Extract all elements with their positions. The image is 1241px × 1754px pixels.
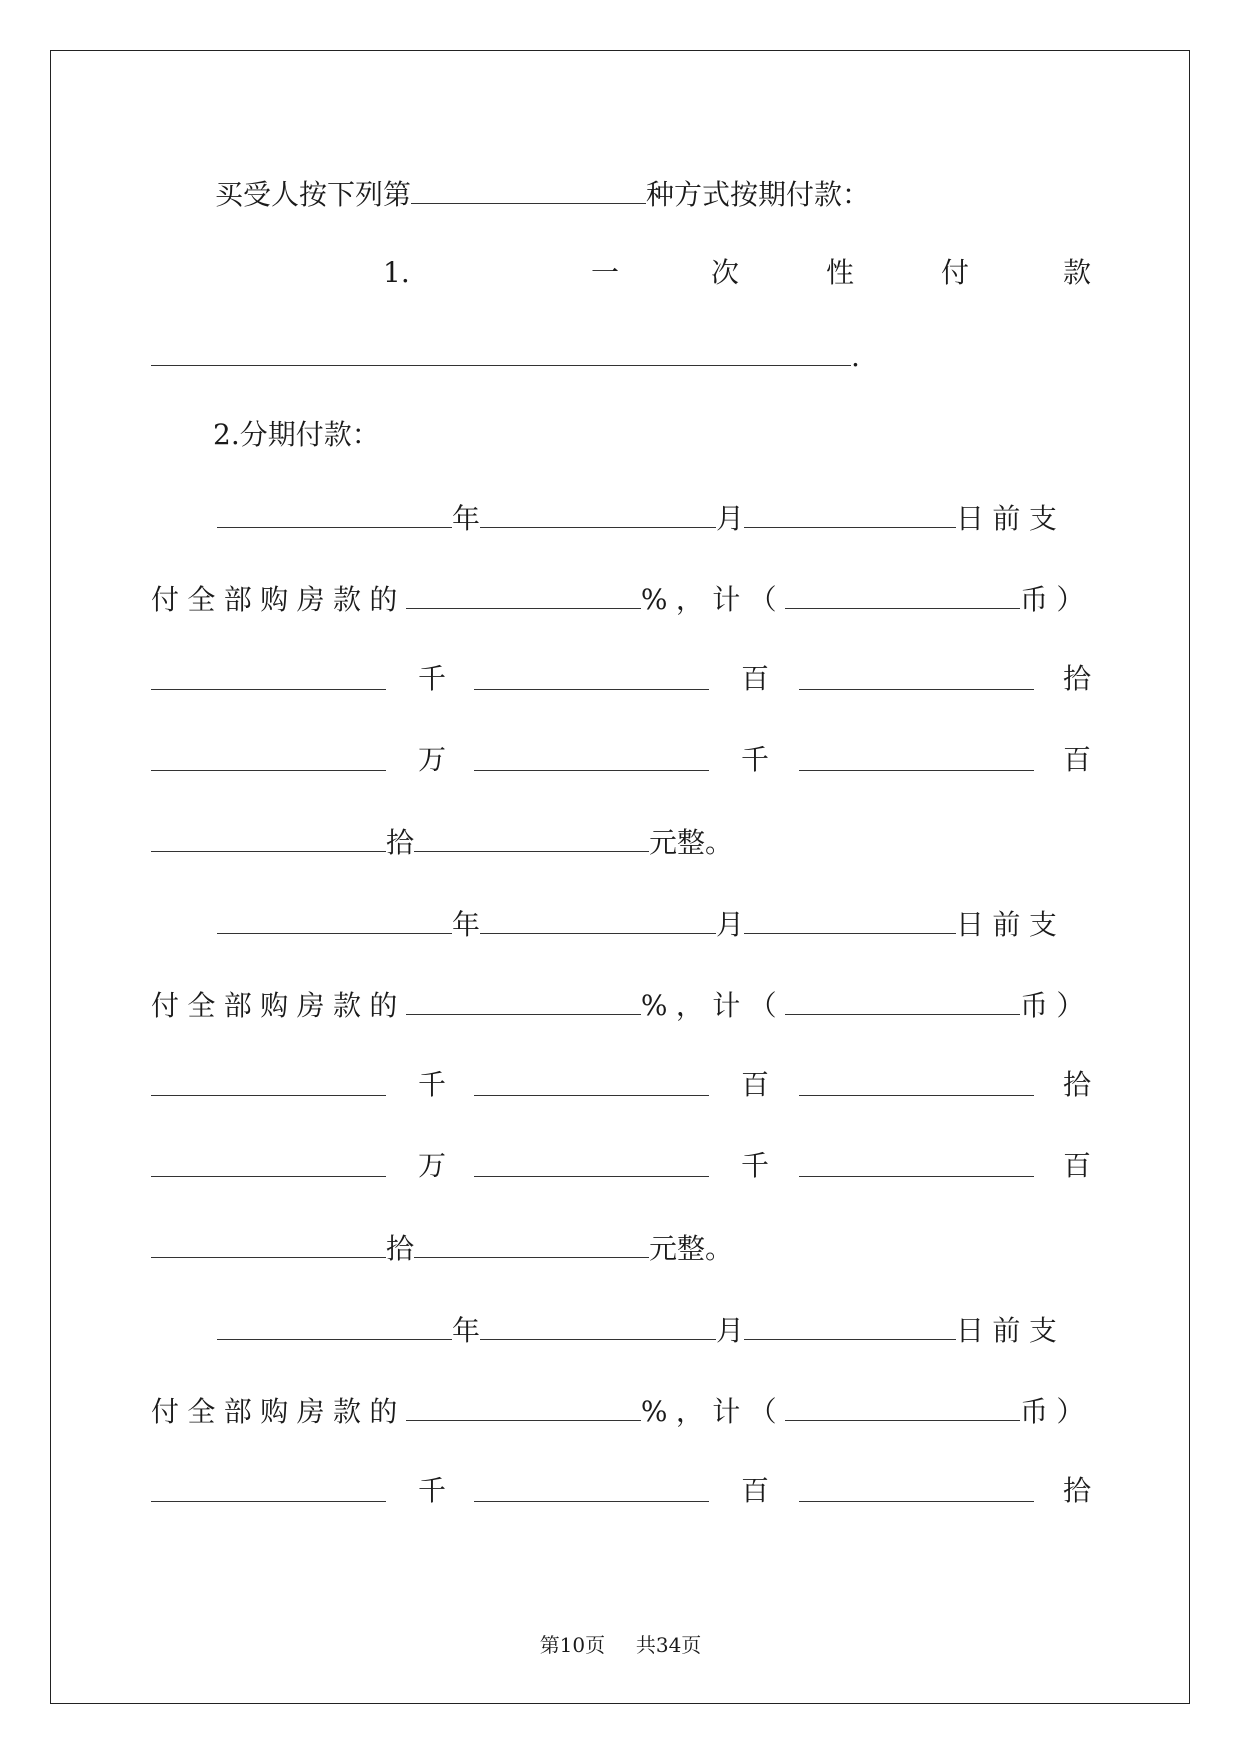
- amount-blank[interactable]: [151, 659, 386, 690]
- amount-blank[interactable]: [151, 740, 386, 771]
- percent-prefix: 付全部购房款的: [151, 583, 406, 616]
- page-footer: [0, 1632, 1241, 1658]
- amount-blank[interactable]: [414, 1227, 649, 1258]
- intro-line: [215, 173, 1155, 213]
- amount-line: [151, 1471, 1091, 1511]
- day-blank[interactable]: [744, 903, 956, 934]
- unit-label: 万: [418, 1149, 447, 1182]
- unit-label: 百: [741, 1474, 770, 1507]
- intro-text-end: 种方式按期付款：: [646, 178, 871, 211]
- option2-title: 2.分期付款：: [213, 418, 380, 451]
- option1-char: 一: [591, 256, 620, 289]
- unit-label: 百: [1063, 1149, 1092, 1182]
- percent-blank[interactable]: [406, 578, 641, 609]
- unit-label: 千: [418, 1068, 447, 1101]
- percent-line: [151, 578, 1091, 618]
- day-blank[interactable]: [744, 497, 956, 528]
- unit-label: 拾: [1063, 662, 1092, 695]
- month-label: 月: [716, 1314, 745, 1347]
- year-label: 年: [452, 502, 481, 535]
- unit-label: 拾: [386, 1232, 415, 1265]
- yuan-label: 元整。: [649, 1232, 734, 1265]
- amount-end-line: [151, 1227, 1091, 1267]
- option1-char: 次: [711, 256, 740, 289]
- unit-label: 万: [418, 743, 447, 776]
- year-label: 年: [452, 908, 481, 941]
- unit-label: 千: [741, 1149, 770, 1182]
- currency-blank[interactable]: [785, 984, 1020, 1015]
- unit-label: 拾: [1063, 1474, 1092, 1507]
- year-label: 年: [452, 1314, 481, 1347]
- date-line: [151, 497, 1091, 537]
- amount-end-line: [151, 821, 1091, 861]
- amount-blank[interactable]: [151, 1227, 386, 1258]
- percent-suffix: %，计（: [640, 583, 786, 616]
- unit-label: 百: [741, 662, 770, 695]
- amount-line: [151, 1146, 1091, 1186]
- amount-blank[interactable]: [151, 1146, 386, 1177]
- amount-blank[interactable]: [799, 659, 1034, 690]
- amount-blank[interactable]: [474, 740, 709, 771]
- unit-label: 千: [418, 1474, 447, 1507]
- unit-label: 拾: [1063, 1068, 1092, 1101]
- amount-blank[interactable]: [799, 740, 1034, 771]
- unit-label: 千: [741, 743, 770, 776]
- option1-line: [151, 253, 1091, 293]
- option1-number: 1.: [383, 256, 410, 289]
- date-line: [151, 903, 1091, 943]
- percent-prefix: 付全部购房款的: [151, 989, 406, 1022]
- option1-char: 性: [826, 256, 855, 289]
- day-blank[interactable]: [744, 1309, 956, 1340]
- currency-suffix: 币）: [1020, 583, 1093, 616]
- year-blank[interactable]: [217, 1309, 452, 1340]
- page-number: 第10页: [539, 1633, 606, 1657]
- amount-blank[interactable]: [474, 1471, 709, 1502]
- amount-blank[interactable]: [474, 659, 709, 690]
- unit-label: 拾: [386, 826, 415, 859]
- year-blank[interactable]: [217, 903, 452, 934]
- amount-blank[interactable]: [151, 1065, 386, 1096]
- option1-blank-line: [151, 335, 1091, 375]
- lump-sum-blank[interactable]: [151, 335, 851, 366]
- unit-label: 百: [1063, 743, 1092, 776]
- percent-suffix: %，计（: [640, 1395, 786, 1428]
- method-blank[interactable]: [411, 173, 646, 204]
- day-label: 日前支: [956, 1314, 1066, 1347]
- unit-label: 百: [741, 1068, 770, 1101]
- amount-blank[interactable]: [474, 1146, 709, 1177]
- currency-suffix: 币）: [1020, 1395, 1093, 1428]
- unit-label: 千: [418, 662, 447, 695]
- amount-line: [151, 740, 1091, 780]
- page-frame: [50, 50, 1190, 1704]
- day-label: 日前支: [956, 908, 1066, 941]
- intro-text: 买受人按下列第: [215, 178, 412, 211]
- amount-line: [151, 1065, 1091, 1105]
- percent-line: [151, 1390, 1091, 1430]
- month-blank[interactable]: [480, 903, 716, 934]
- month-blank[interactable]: [480, 1309, 716, 1340]
- percent-blank[interactable]: [406, 984, 641, 1015]
- option1-char: 付: [941, 256, 970, 289]
- percent-blank[interactable]: [406, 1390, 641, 1421]
- percent-line: [151, 984, 1091, 1024]
- period: .: [851, 340, 860, 373]
- year-blank[interactable]: [217, 497, 452, 528]
- yuan-label: 元整。: [649, 826, 734, 859]
- amount-blank[interactable]: [151, 821, 386, 852]
- amount-blank[interactable]: [474, 1065, 709, 1096]
- amount-line: [151, 659, 1091, 699]
- amount-blank[interactable]: [799, 1471, 1034, 1502]
- currency-blank[interactable]: [785, 578, 1020, 609]
- currency-blank[interactable]: [785, 1390, 1020, 1421]
- amount-blank[interactable]: [414, 821, 649, 852]
- amount-blank[interactable]: [799, 1146, 1034, 1177]
- amount-blank[interactable]: [151, 1471, 386, 1502]
- month-label: 月: [716, 908, 745, 941]
- day-label: 日前支: [956, 502, 1066, 535]
- month-blank[interactable]: [480, 497, 716, 528]
- month-label: 月: [716, 502, 745, 535]
- percent-suffix: %，计（: [640, 989, 786, 1022]
- page-total: 共34页: [635, 1633, 702, 1657]
- percent-prefix: 付全部购房款的: [151, 1395, 406, 1428]
- currency-suffix: 币）: [1020, 989, 1093, 1022]
- amount-blank[interactable]: [799, 1065, 1034, 1096]
- option1-char: 款: [1063, 256, 1092, 289]
- date-line: [151, 1309, 1091, 1349]
